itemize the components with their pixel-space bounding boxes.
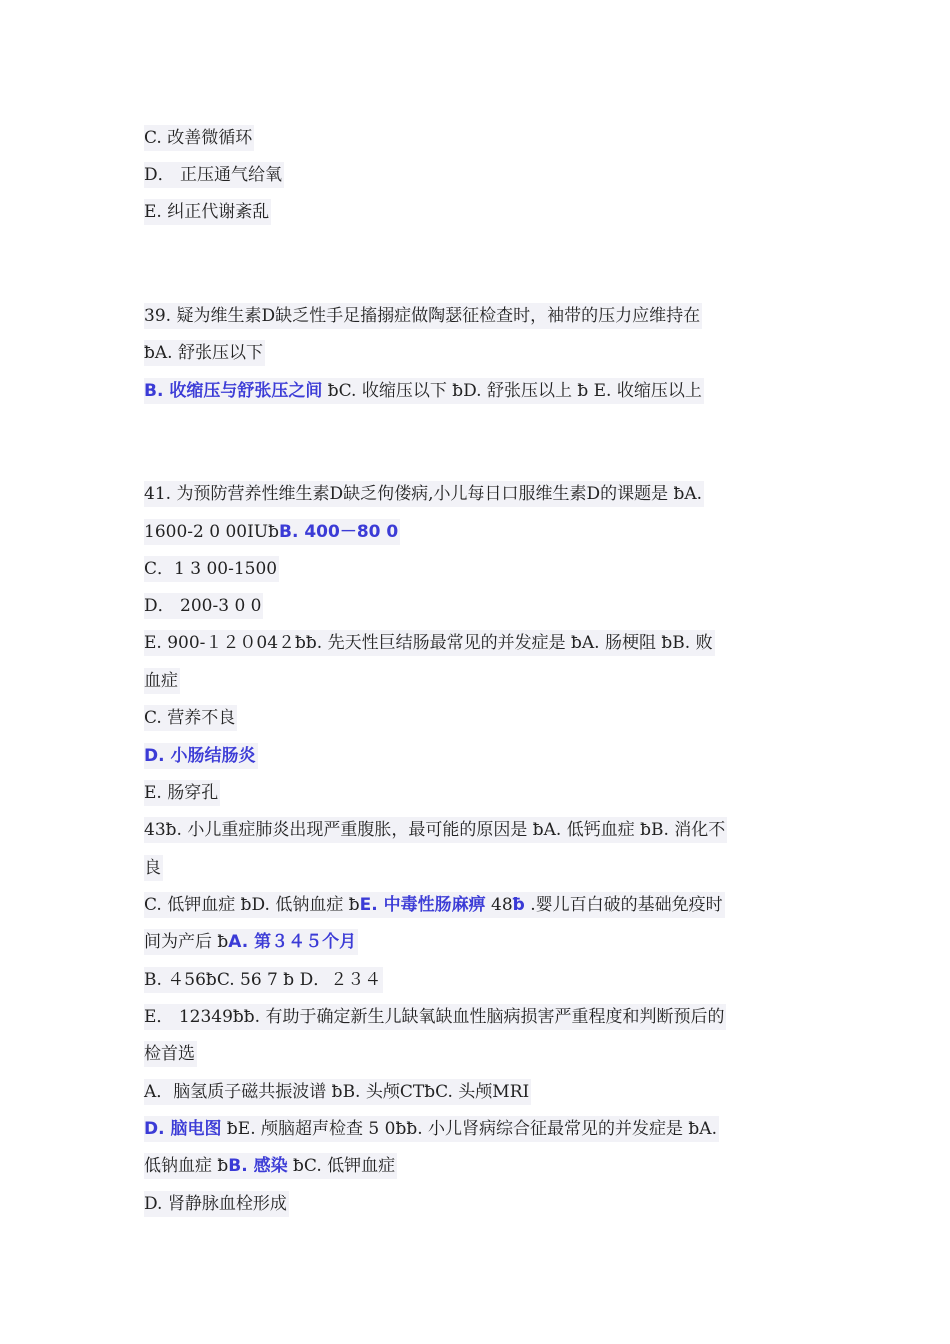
option-text: C. 低钾血症 ƀD. 低钠血症 ƀ	[144, 895, 360, 915]
option-text: C. 改善微循环	[144, 128, 253, 148]
option-text: D． 200-3 0 0	[144, 596, 262, 616]
option-text: E. 肠穿孔	[144, 783, 219, 803]
option-line	[144, 743, 258, 769]
option-text: B. ４56ƀC. 56 7 ƀ D．２３４	[144, 970, 382, 990]
question-line	[144, 817, 727, 843]
option-text: ƀC. 收缩压以下 ƀD. 舒张压以上 ƀ E. 收缩压以上	[322, 381, 702, 401]
option-line	[144, 668, 180, 694]
option-text: E. 纠正代谢紊乱	[144, 202, 270, 222]
option-text: C. 营养不良	[144, 708, 236, 728]
option-line	[144, 340, 265, 366]
option-line	[144, 967, 383, 993]
question-text: .婴儿百白破的基础免疫时	[524, 895, 723, 915]
question-number: 48	[485, 895, 513, 915]
option-line	[144, 705, 237, 731]
option-line	[144, 780, 220, 806]
option-text: 低钠血症 ƀ	[144, 1156, 229, 1176]
option-line	[144, 378, 704, 404]
question-text: 43ƀ. 小儿重症肺炎出现严重腹胀，最可能的原因是 ƀA. 低钙血症 ƀB. 消化不	[144, 820, 726, 840]
question-line	[144, 630, 715, 656]
option-line	[144, 855, 163, 881]
option-line	[144, 162, 284, 188]
question-line	[144, 303, 702, 329]
option-line	[144, 929, 358, 955]
question-text: 检首选	[144, 1044, 195, 1064]
option-text: ƀC. 低钾血症	[287, 1156, 396, 1176]
option-text: C．1 3 00-1500	[144, 559, 278, 579]
option-line	[144, 125, 254, 151]
option-line	[144, 1153, 397, 1179]
option-text: D． 正压通气给氧	[144, 165, 283, 185]
option-line	[144, 593, 263, 619]
correct-answer: D. 小肠结肠炎	[144, 746, 256, 766]
option-line	[144, 1079, 531, 1105]
correct-answer: E. 中毒性肠麻痹	[359, 895, 486, 915]
correct-answer: B. 收缩压与舒张压之间	[144, 381, 323, 401]
option-line	[144, 556, 279, 582]
question-text: 间为产后 ƀ	[144, 932, 229, 952]
option-line	[144, 1116, 719, 1142]
option-text: D. 肾静脉血栓形成	[144, 1194, 287, 1214]
option-text: 血症	[144, 671, 178, 691]
correct-answer: A. 第３４５个月	[228, 932, 357, 952]
option-line	[144, 199, 271, 225]
option-line	[144, 519, 400, 545]
option-text: A．脑氢质子磁共振波谱 ƀB. 头颅CTƀC. 头颅MRI	[144, 1082, 530, 1102]
question-text: E. 900-１２０04２ƀƀ. 先天性巨结肠最常见的并发症是 ƀA. 肠梗阻 ƀB. 败	[144, 633, 713, 653]
correct-answer: B. 400－80 0	[279, 522, 399, 542]
option-text: ƀE. 颅脑超声检查 5 0ƀƀ. 小儿肾病综合征最常见的并发症是 ƀA.	[221, 1119, 717, 1139]
correct-answer: B. 感染	[228, 1156, 288, 1176]
question-text: 39. 疑为维生素D缺乏性手足搐搦症做陶瑟征检查时，袖带的压力应维持在	[144, 306, 701, 326]
question-text: 41. 为预防营养性维生素D缺乏佝偻病,小儿每日口服维生素D的课题是 ƀA.	[144, 484, 703, 504]
correct-answer: D. 脑电图	[144, 1119, 222, 1139]
option-line	[144, 1191, 289, 1217]
question-text: E． 12349ƀƀ. 有助于确定新生儿缺氧缺血性脑病损害严重程度和判断预后的	[144, 1007, 725, 1027]
option-text: 良	[144, 858, 161, 878]
option-text: ƀA. 舒张压以下	[144, 343, 263, 363]
question-line	[144, 1004, 726, 1030]
marker-glyph: ƀ	[512, 895, 525, 915]
option-line	[144, 1041, 197, 1067]
option-line	[144, 892, 725, 918]
option-text: 1600-2 0 00IUƀ	[144, 522, 280, 542]
question-line	[144, 481, 704, 507]
